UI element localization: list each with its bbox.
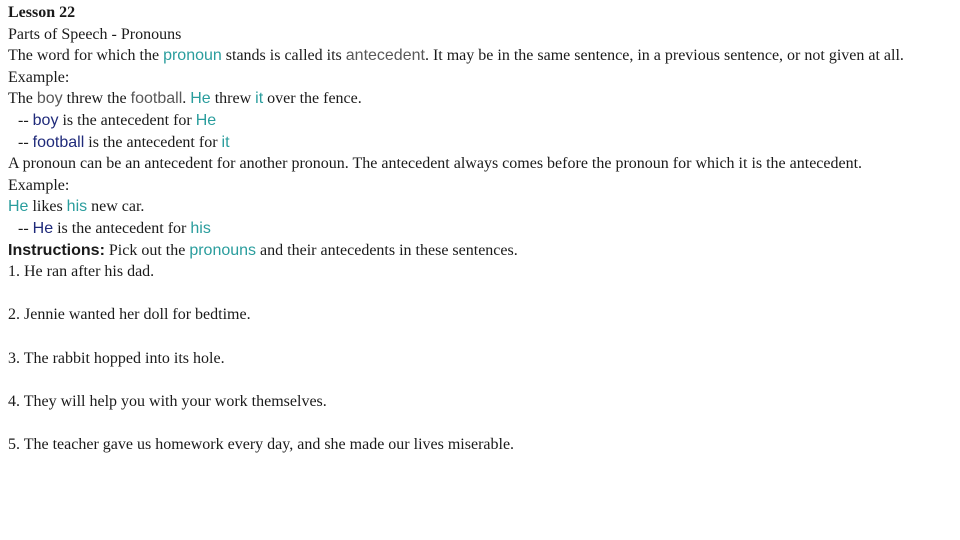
example-2-label: Example: <box>8 176 70 194</box>
note1-mid: is the antecedent for <box>58 111 196 129</box>
ex1-he: He <box>190 90 211 108</box>
answer-space <box>8 369 953 391</box>
intro-term-pronoun: pronoun <box>163 47 222 65</box>
intro-term-antecedent: antecedent <box>345 47 425 65</box>
lesson-title: Lesson 22 <box>8 4 76 21</box>
example-1-note-2 <box>8 132 953 154</box>
lesson-page <box>8 2 953 455</box>
ex1-football: football <box>130 90 183 108</box>
instructions-label: Instructions: <box>8 241 105 259</box>
ex1-the: The <box>8 90 37 108</box>
note2-word-football: football <box>32 133 85 151</box>
example-2-sentence <box>8 196 953 218</box>
instructions-term: pronouns <box>189 241 257 259</box>
ex1-end: over the fence. <box>263 90 362 108</box>
question-2: 2. Jennie wanted her doll for bedtime. <box>8 306 251 324</box>
ex1-boy: boy <box>36 90 63 108</box>
question-5: 5. The teacher gave us homework every day, and she made our lives miserable. <box>8 435 515 453</box>
answer-space <box>8 412 953 434</box>
ex2-his: his <box>66 198 88 216</box>
note2-ref-it: it <box>221 133 230 151</box>
example-1-sentence <box>8 88 953 110</box>
note1-ref-he: He <box>195 111 217 129</box>
instructions <box>8 240 953 262</box>
intro-paragraph <box>8 45 953 67</box>
rule-2-paragraph: A pronoun can be an antecedent for another pronoun. The antecedent always comes before the pronoun for which it is the antecedent. <box>8 155 863 173</box>
ex2-note-word-he: He <box>32 219 54 237</box>
ex1-dot: . <box>182 90 191 108</box>
answer-space <box>8 283 953 305</box>
question-3: 3. The rabbit hopped into its hole. <box>8 349 225 367</box>
example-1-note-1 <box>8 110 953 132</box>
ex2-note-mid: is the antecedent for <box>53 219 191 237</box>
question-4: 4. They will help you with your work themselves. <box>8 392 327 410</box>
ex2-end: new car. <box>87 198 145 216</box>
note2-mid: is the antecedent for <box>84 133 222 151</box>
ex2-note-ref-his: his <box>190 219 211 237</box>
ex2-note-dash: -- <box>18 219 33 237</box>
ex1-threw: threw <box>210 90 256 108</box>
ex1-threw-the: threw the <box>62 90 131 108</box>
answer-space <box>8 326 953 348</box>
note2-dash: -- <box>18 133 33 151</box>
note1-dash: -- <box>18 111 33 129</box>
ex2-he: He <box>8 198 29 216</box>
lesson-subtitle: Parts of Speech - Pronouns <box>8 25 182 43</box>
example-2-note <box>8 218 953 240</box>
example-1-label: Example: <box>8 68 70 86</box>
ex2-likes: likes <box>28 198 67 216</box>
question-1: 1. He ran after his dad. <box>8 263 155 281</box>
instructions-text-1: Pick out the <box>104 241 190 259</box>
intro-text-3: . It may be in the same sentence, in a previous sentence, or not given at all. <box>424 47 904 65</box>
intro-text-2: stands is called its <box>221 47 346 65</box>
ex1-it: it <box>255 90 264 108</box>
instructions-text-2: and their antecedents in these sentences. <box>256 241 518 259</box>
intro-text-1: The word for which the <box>8 47 164 65</box>
note1-word-boy: boy <box>32 111 59 129</box>
